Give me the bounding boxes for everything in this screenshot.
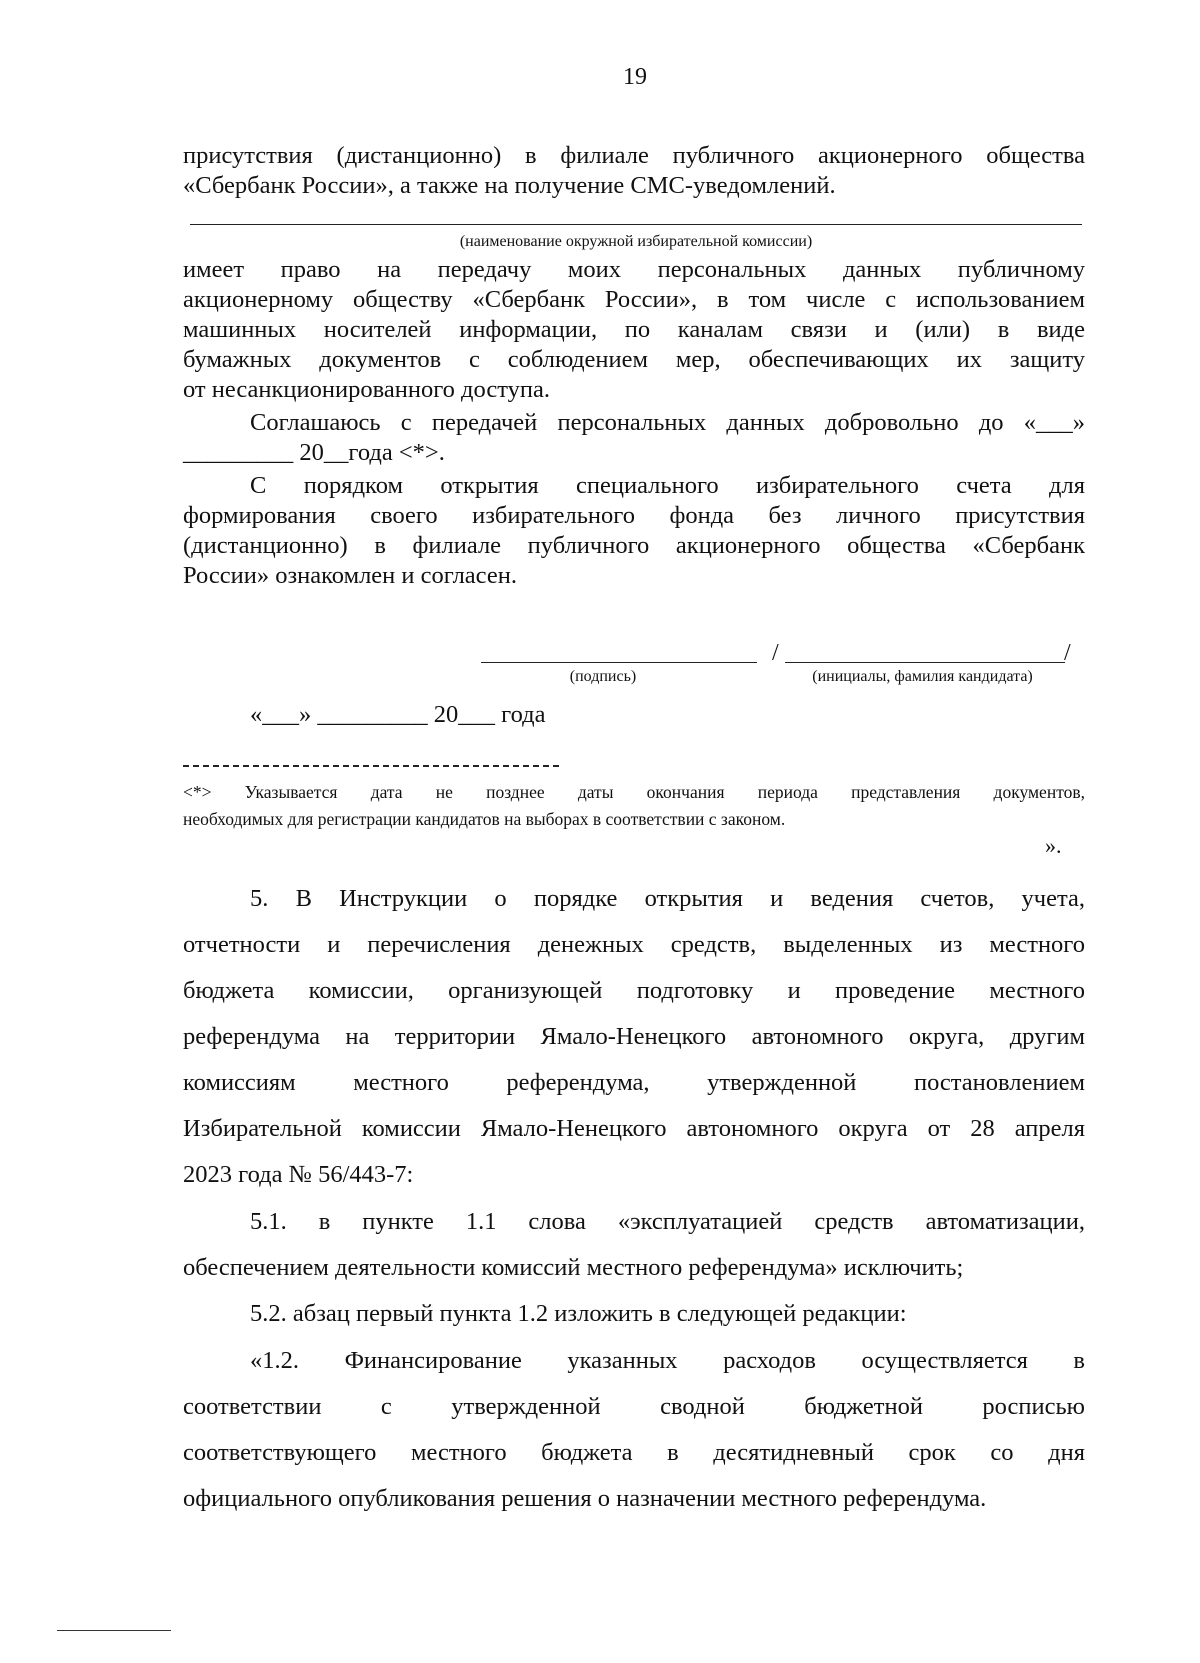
name-caption: (инициалы, фамилия кандидата) [812,668,1033,685]
item-5-paragraph [183,876,1085,1198]
rights-line: имеет право на передачу моих персональных данных публичному [183,256,1085,283]
item-1-2-line: соответствующего местного бюджета в десятидневный срок со дня [183,1439,1085,1466]
item-5-line: референдума на территории Ямало-Ненецкого автономного округа, другим [183,1023,1085,1050]
item-1-2-line: официального опубликования решения о назначении местного референдума. [183,1485,987,1512]
signature-blank-line [481,662,757,663]
consent-line: Соглашаюсь с передачей персональных данных добровольно до «___» [250,409,1085,436]
page-number: 19 [623,64,647,90]
footnote-closing-quote: ». [1045,833,1062,858]
procedure-paragraph [183,471,1085,591]
signature-caption: (подпись) [569,668,637,685]
intro-paragraph [183,141,1085,201]
item-1-2-line: соответствии с утвержденной сводной бюджетной росписью [183,1393,1085,1420]
date-line: «___» _________ 20___ года [250,701,546,728]
footnote-separator [183,765,559,767]
item-5-1-line: обеспечением деятельности комиссий местного референдума» исключить; [183,1254,964,1281]
footnote-line: <*> Указывается дата не позднее даты окончания периода представления документов, [183,782,1085,802]
intro-line: присутствия (дистанционно) в филиале публичного акционерного общества [183,142,1085,169]
item-5-line: Избирательной комиссии Ямало-Ненецкого автономного округа от 28 апреля [183,1115,1085,1142]
consent-line: _________ 20__года <*>. [183,439,445,466]
item-5-line: бюджета комиссии, организующей подготовку и проведение местного [183,977,1085,1004]
procedure-line: России» ознакомлен и согласен. [183,562,517,589]
name-blank-line [785,662,1065,663]
commission-blank-line [190,224,1082,225]
procedure-line: (дистанционно) в филиале публичного акционерного общества «Сбербанк [183,532,1085,559]
rights-line: акционерному обществу «Сбербанк России», в том числе с использованием [183,286,1085,313]
footnote-line: необходимых для регистрации кандидатов на выборах в соответствии с законом. [183,809,786,829]
rights-line: машинных носителей информации, по каналам связи и (или) в виде [183,316,1085,343]
item-5-line: комиссиям местного референдума, утвержденной постановлением [183,1069,1085,1096]
rights-paragraph [183,255,1085,405]
procedure-line: С порядком открытия специального избирательного счета для [250,472,1085,499]
item-1-2-paragraph [183,1338,1085,1522]
item-5-2-line: 5.2. абзац первый пункта 1.2 изложить в следующей редакции: [250,1300,907,1327]
footnote [183,779,1085,833]
commission-caption: (наименование окружной избирательной комиссии) [459,233,813,250]
procedure-line: формирования своего избирательного фонда без личного присутствия [183,502,1085,529]
signature-end-mark: / [1064,640,1071,666]
item-5-1-line: 5.1. в пункте 1.1 слова «эксплуатацией средств автоматизации, [250,1208,1085,1235]
bottom-left-rule [57,1630,171,1631]
rights-line: бумажных документов с соблюдением мер, обеспечивающих их защиту [183,346,1085,373]
item-5-line: 5. В Инструкции о порядке открытия и ведения счетов, учета, [250,885,1085,912]
intro-line: «Сбербанк России», а также на получение СМС-уведомлений. [183,172,836,199]
consent-paragraph [183,408,1085,468]
item-1-2-line: «1.2. Финансирование указанных расходов осуществляется в [250,1347,1085,1374]
rights-line: от несанкционированного доступа. [183,376,550,403]
item-5-2-paragraph [183,1291,1085,1337]
item-5-line: 2023 года № 56/443-7: [183,1161,414,1188]
item-5-line: отчетности и перечисления денежных средств, выделенных из местного [183,931,1085,958]
item-5-1-paragraph [183,1199,1085,1291]
signature-separator: / [772,640,779,666]
